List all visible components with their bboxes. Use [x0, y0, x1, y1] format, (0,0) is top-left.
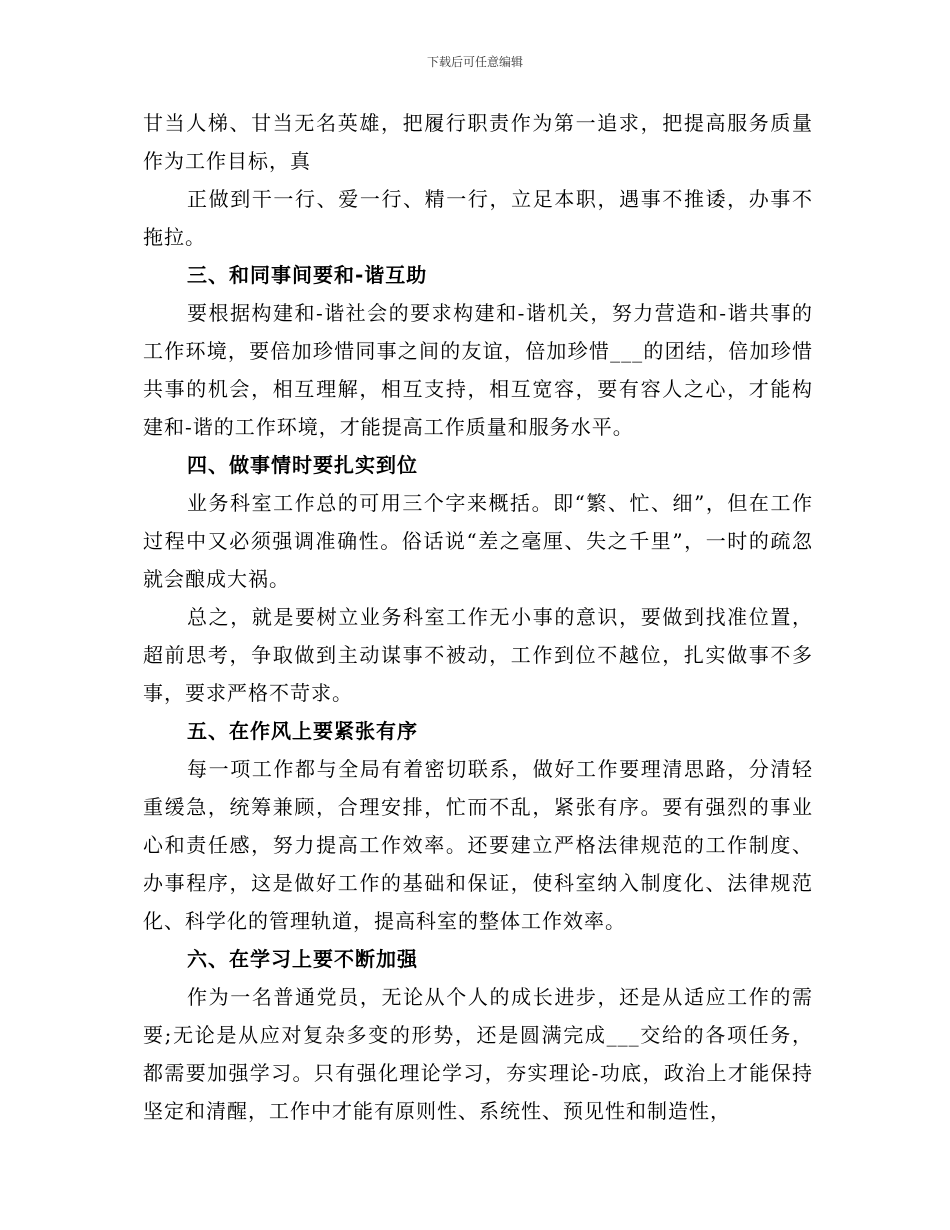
- section-heading-3: 三、和同事间要和-谐互助: [187, 263, 428, 287]
- paragraph-2: 正做到干一行、爱一行、精一行，立足本职，遇事不推诿，办事不拖拉。: [143, 187, 813, 249]
- paragraph-3: 要根据构建和-谐社会的要求构建和-谐机关，努力营造和-谐共事的工作环境，要倍加珍惜同事之间的友谊，倍加珍惜___的团结，倍加珍惜共事的机会，相互理解，相互支持，相互宽容，要有容人之心，才能构建和-谐的工作环境，才能提高工作质量和服务水平。: [143, 301, 813, 439]
- paragraph-6: 每一项工作都与全局有着密切联系，做好工作要理清思路，分清轻重缓急，统筹兼顾，合理安排，忙而不乱，紧张有序。要有强烈的事业心和责任感，努力提高工作效率。还要建立严格法律规范的工作制度、办事程序，这是做好工作的基础和保证，使科室纳入制度化、法律规范化、科学化的管理轨道，提高科室的整体工作效率。: [143, 757, 813, 933]
- document-body: [143, 104, 813, 1130]
- paragraph-4: 业务科室工作总的可用三个字来概括。即“繁、忙、细”，但在工作过程中又必须强调准确性。俗话说“差之毫厘、失之千里”，一时的疏忽就会酿成大祸。: [143, 491, 813, 591]
- page-header: 下载后可任意编辑: [426, 55, 523, 69]
- section-heading-6: 六、在学习上要不断加强: [187, 947, 418, 971]
- paragraph-5: 总之，就是要树立业务科室工作无小事的意识，要做到找准位置，超前思考，争取做到主动谋事不被动，工作到位不越位，扎实做事不多事，要求严格不苛求。: [143, 605, 813, 705]
- section-heading-4: 四、做事情时要扎实到位: [187, 453, 418, 477]
- paragraph-1: 甘当人梯、甘当无名英雄，把履行职责作为第一追求，把提高服务质量作为工作目标，真: [143, 111, 813, 173]
- section-heading-5: 五、在作风上要紧张有序: [187, 719, 418, 743]
- paragraph-7: 作为一名普通党员，无论从个人的成长进步，还是从适应工作的需要;无论是从应对复杂多变的形势，还是圆满完成___交给的各项任务，都需要加强学习。只有强化理论学习，夯实理论-功底，政治上才能保持坚定和清醒，工作中才能有原则性、系统性、预见性和制造性，: [143, 985, 813, 1123]
